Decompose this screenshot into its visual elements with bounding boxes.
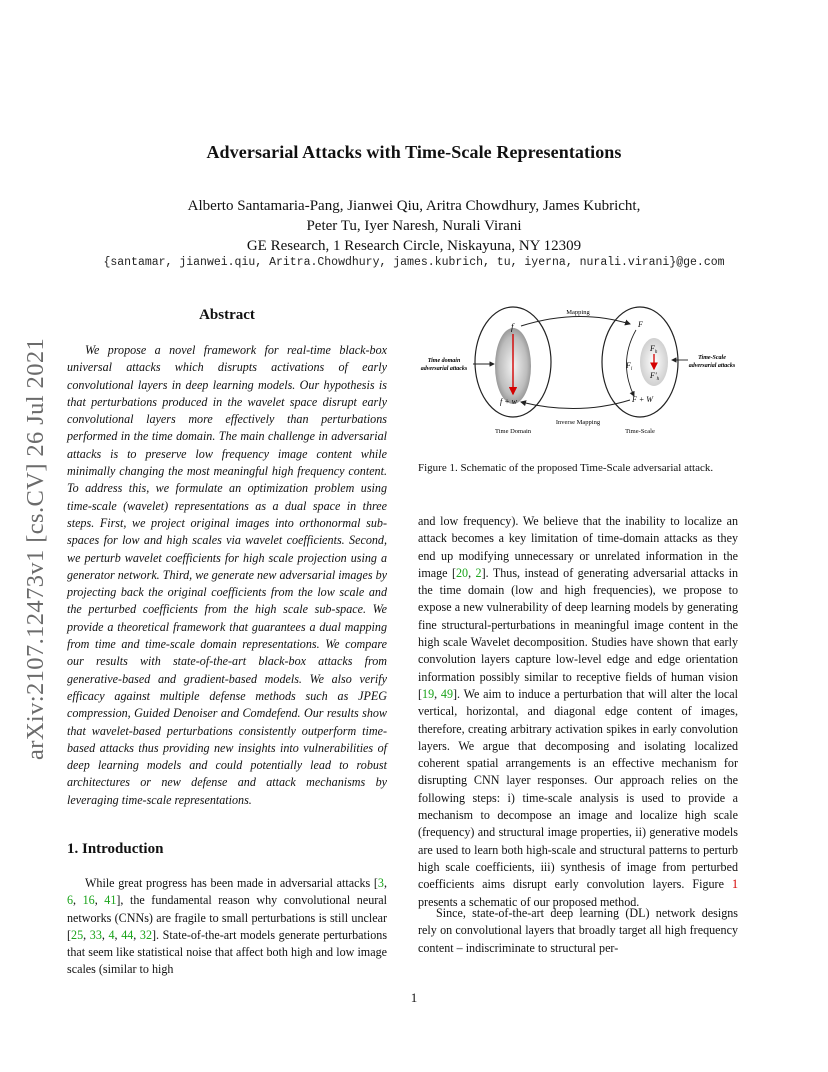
ts-attacks-label-2: adversarial attacks	[688, 363, 736, 369]
citation-link[interactable]: 41	[104, 893, 117, 908]
figure-1-schematic	[418, 304, 748, 438]
symbol-F-plus-W: F + W	[632, 395, 653, 404]
citation-link[interactable]: 20	[456, 565, 469, 580]
right-column-paragraph-1: and low frequency). We believe that the inability to localize an attack becomes a key limitation of time-domain attacks as they end up modifying unnecessary or unrelated information in the image [20, 2]. Thus, instead of generating adversarial attacks in the time domain (low and high frequencies), we propose to expose a new vulnerability of deep learning models by generating fine structural-perturbations in meaningful image content in the high scale Wavelet decomposition. Studies have shown that early convolution layers capture low-level edge and edge orientation information possibly similar to receptive fields of human vision [19, 49]. We aim to induce a perturbation that will alter the local vertical, horizontal, and diagonal edge content of images, therefore, creating arbitrary activation spikes in early convolution layers. We argue that decomposing and isolating localized coherent spatial arrangements is an effective mechanism for disrupting CNN layer responses. Our approach relies on the following steps: i) time-scale analysis is used to provide a mechanism to decompose an image and localize high scale (frequency) and structural image properties, ii) generative models are used to learn both high-scale and structural patterns to perturb high scale coefficients, iii) synthesis of image from perturbed coefficients aims disrupt early convolution layers. Figure 1 presents a schematic of our proposed method.	[418, 514, 738, 909]
mapping-label: Mapping	[566, 309, 590, 316]
citation-link[interactable]: 33	[89, 927, 102, 942]
introduction-heading: 1. Introduction	[67, 841, 164, 857]
time-scale-label: Time-Scale	[625, 428, 655, 435]
symbol-F-h-prime: $F'_h$	[650, 371, 660, 382]
abstract-heading: Abstract	[199, 307, 255, 323]
inverse-mapping-label: Inverse Mapping	[555, 419, 601, 426]
citation-link[interactable]: 32	[139, 927, 153, 942]
arxiv-identifier: arXiv:2107.12473v1 [cs.CV] 26 Jul 2021	[22, 337, 49, 760]
author-emails[interactable]: {santamar, jianwei.qiu, Aritra.Chowdhury, james.kubrich, tu, iyerna, nurali.virani}@ge.com	[103, 256, 725, 269]
td-attacks-label-1: Time domain	[427, 358, 461, 364]
introduction-paragraph: While great progress has been made in adversarial attacks [3, 6, 16, 41], the fundamental reason why convolutional neural networks (CNNs) are fragile to small perturbations is still unclear [25, 33, 4, 44, 32]. State-of-the-art models generate perturbations that seem like statistical noise that affect both high and low image scales (similar to high	[67, 876, 388, 977]
symbol-f: f	[511, 322, 514, 332]
citation-link[interactable]: 49	[440, 686, 454, 701]
citation-link[interactable]: 25	[71, 927, 84, 942]
symbol-F: F	[638, 320, 643, 329]
affiliation: GE Research, 1 Research Circle, Niskayuna, NY 12309	[246, 238, 582, 254]
mapping-arrow	[521, 316, 630, 326]
page-number: 1	[410, 990, 418, 1005]
symbol-f-plus-w: f + w	[500, 397, 517, 406]
figure-reference-link[interactable]: 1	[731, 877, 738, 892]
abstract-text: We propose a novel framework for real-time black-box universal attacks which disrupts activations of early convolutional layers in deep learning models. Our hypothesis is that perturbations produced in the wavelet space disrupt early convolutional layers more effectively than perturbations performed in the time domain. The main challenge in adversarial attacks is to preserve low frequency image content while minimally changing the most meaningful high frequency content. To address this, we formulate an optimization problem using time-scale (wavelet) representations as a dual space in three steps. First, we project original images into orthonormal sub-spaces for low and high scales via wavelet coefficients. Second, we perturb wavelet coefficients for high scale projection using a generator network. Third, we generate new adversarial images by projecting back the original coefficients from the low scale and the perturbed coefficients from the high scale sub-space. We provide a theoretical framework that guarantees a dual mapping from time and time-scale domain representations. We compare our results with state-of-the-art black-box attacks from generative-based and gradient-based models. We also verify efficacy against multiple defense methods such as JPEG compression, Guided Denoiser and Comdefend. Our results show that wavelet-based perturbations consistently outperform time-based attacks thus providing new insights into vulnerabilities of deep learning models and could potentially lead to robust architectures or new defense and attack mechanisms by leveraging time-scale representations.	[67, 343, 387, 807]
right-column-paragraph-2: Since, state-of-the-art deep learning (DL) network designs rely on convolutional layers that broadly target all high frequency content – indiscriminate to structural per-	[418, 906, 738, 955]
paper-title: Adversarial Attacks with Time-Scale Representations	[206, 142, 622, 162]
citation-link[interactable]: 4	[108, 927, 115, 942]
td-attacks-label-2: adversarial attacks	[420, 366, 468, 372]
citation-link[interactable]: 44	[121, 927, 134, 942]
author-line-1: Alberto Santamaria-Pang, Jianwei Qiu, Aritra Chowdhury, James Kubricht,	[187, 198, 641, 214]
symbol-F-l: $F_l$	[626, 361, 633, 372]
ts-attacks-label-1: Time-Scale	[698, 355, 726, 361]
citation-link[interactable]: 19	[422, 686, 435, 701]
time-domain-label: Time Domain	[494, 428, 532, 435]
citation-link[interactable]: 16	[82, 893, 95, 908]
citation-link[interactable]: 3	[377, 876, 384, 890]
symbol-F-h: $F_h$	[650, 344, 658, 355]
author-block	[60, 196, 768, 256]
figure-1-caption: Figure 1. Schematic of the proposed Time-Scale adversarial attack.	[418, 462, 714, 474]
author-line-2: Peter Tu, Iyer Naresh, Nurali Virani	[306, 218, 522, 234]
citation-link[interactable]: 2	[475, 565, 482, 580]
citation-link[interactable]: 6	[67, 893, 74, 908]
